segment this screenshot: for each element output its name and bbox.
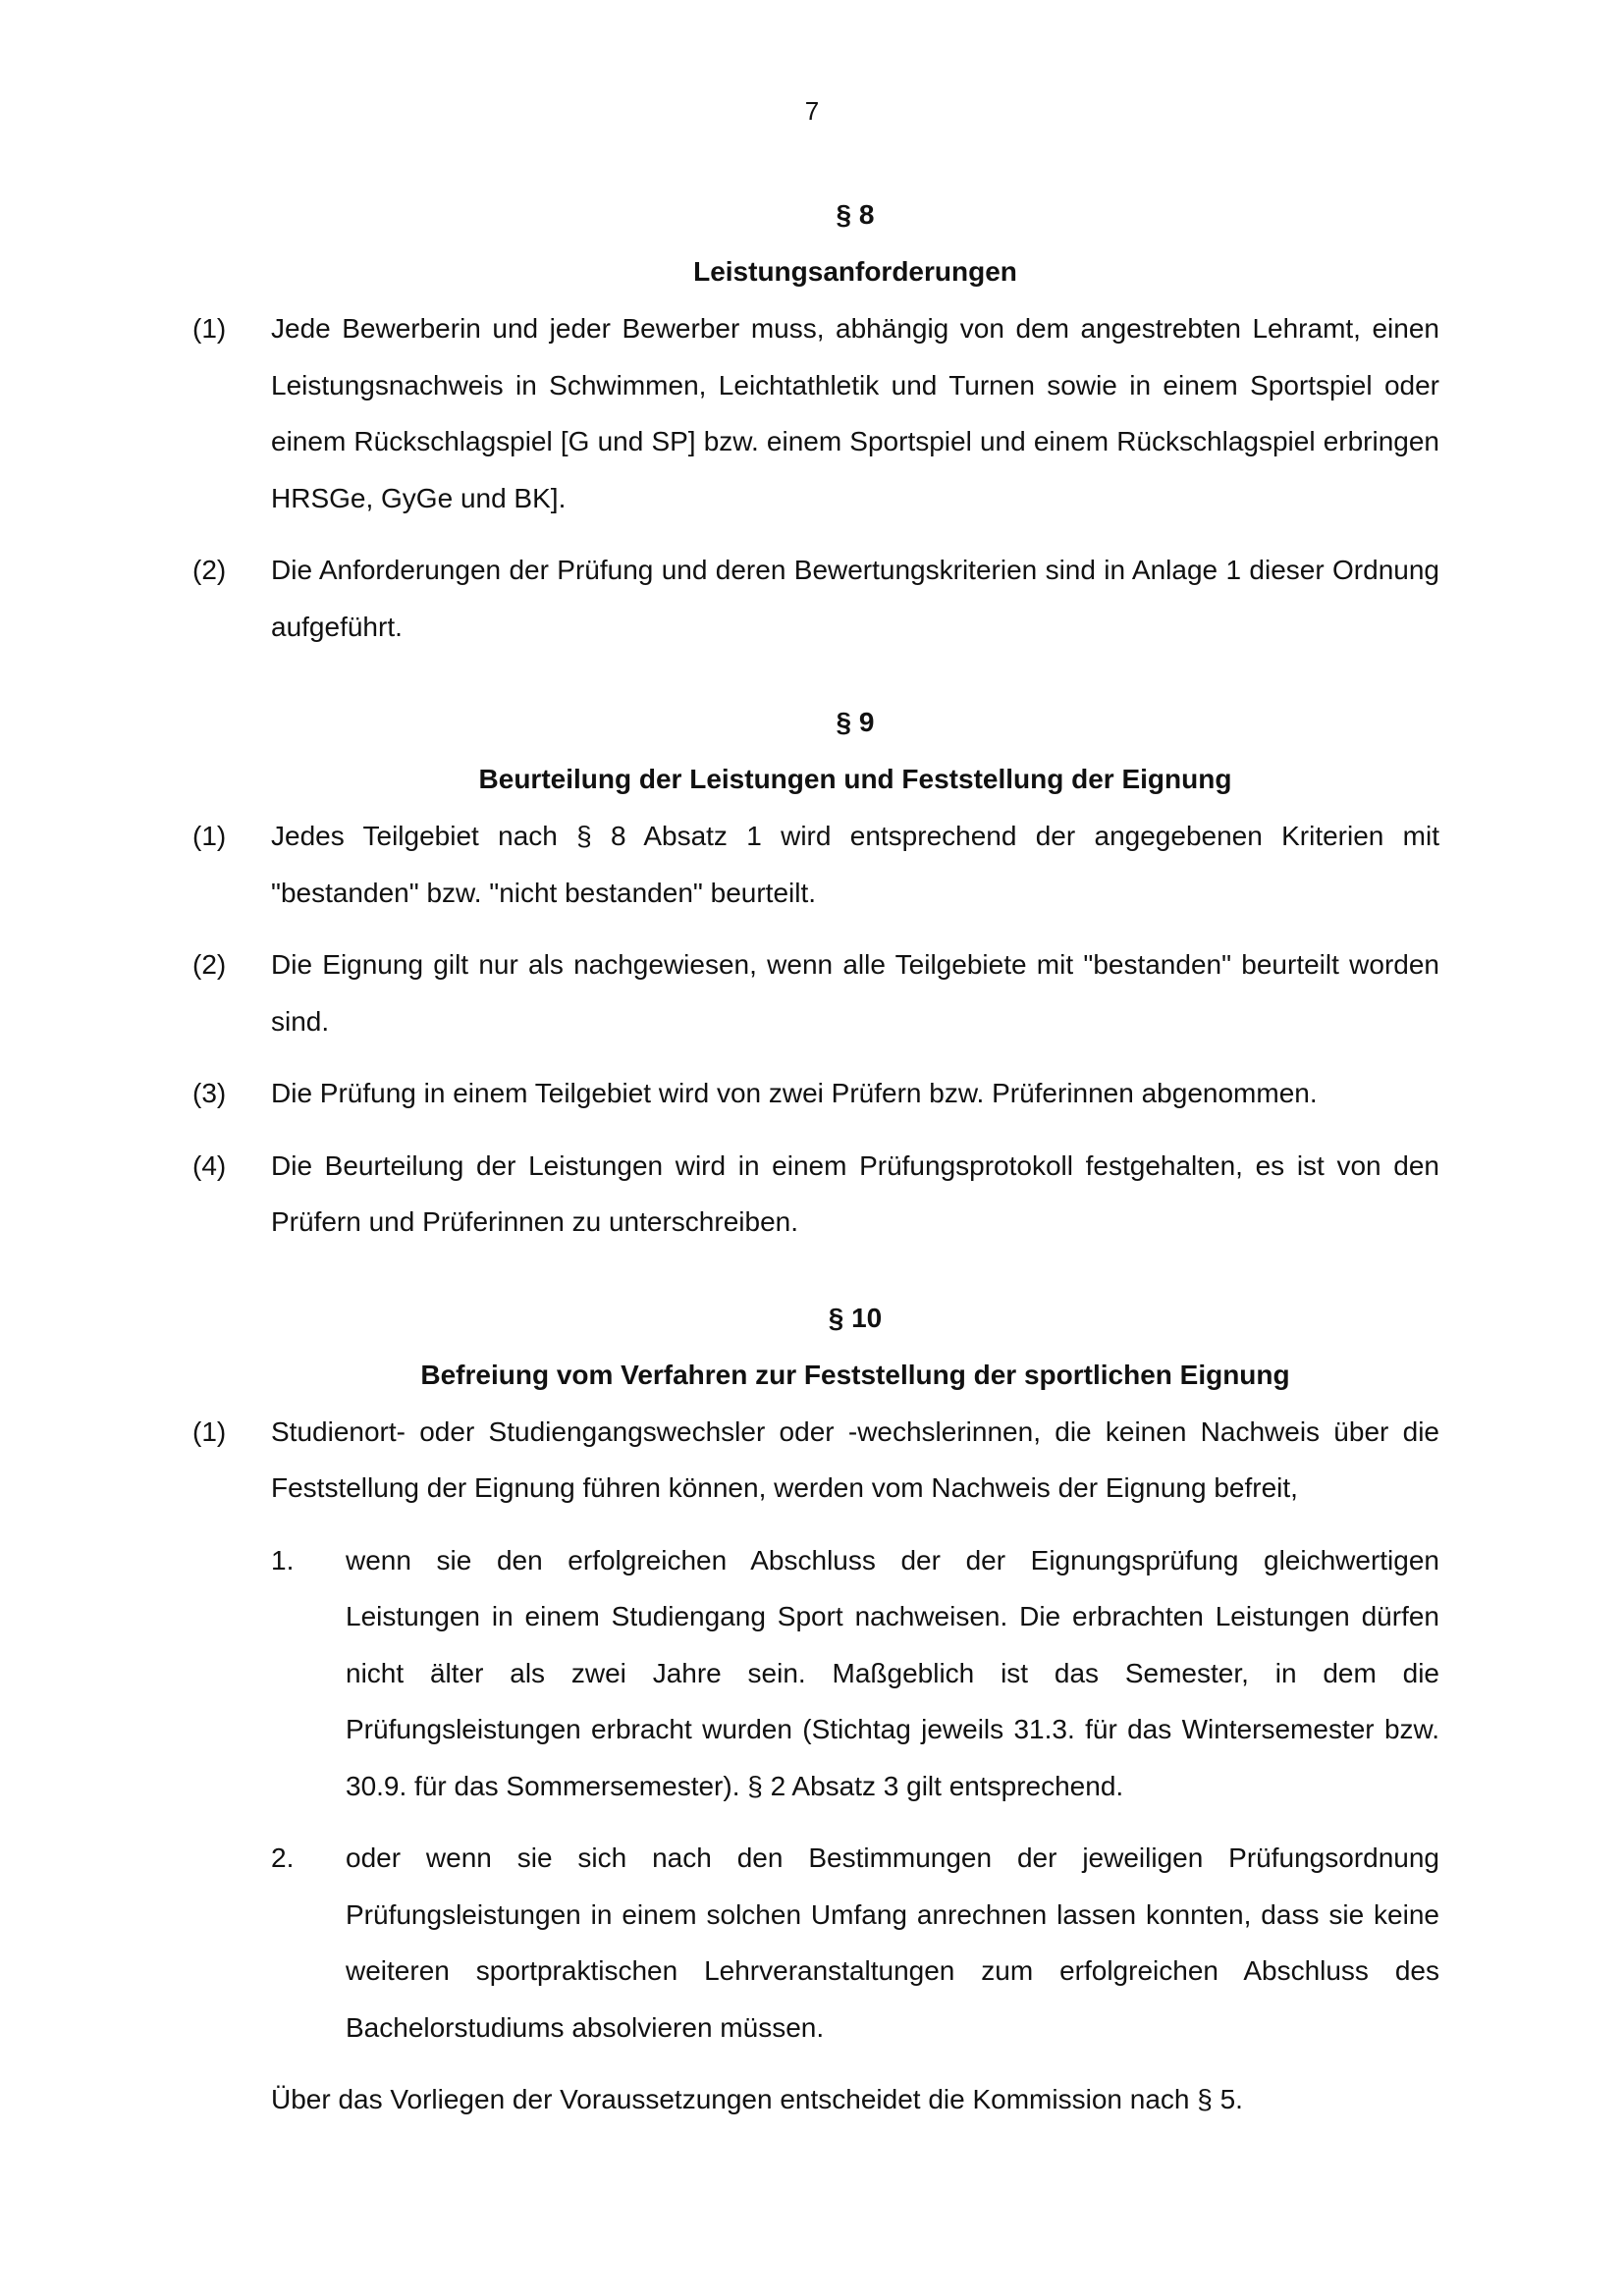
paragraph <box>192 542 1439 655</box>
list-item-text: oder wenn sie sich nach den Bestimmungen der jeweiligen Prüfungsordnung Prüfungsleistungen in einem solchen Umfang anrechnen lassen konnten, dass sie keine weiteren sportpraktischen Lehrveranstaltungen zum erfolgreichen Abschluss des Bachelorstudiums absolvieren müssen. <box>346 1842 1439 2043</box>
paragraph-text: Die Anforderungen der Prüfung und deren Bewertungskriterien sind in Anlage 1 dieser Ordnung aufgeführt. <box>271 555 1439 642</box>
paragraph <box>192 808 1439 921</box>
list-item <box>271 1830 1439 2056</box>
paragraph-number: (4) <box>192 1149 227 1181</box>
paragraph-number: (2) <box>192 949 227 980</box>
paragraph-text: Die Eignung gilt nur als nachgewiesen, wenn alle Teilgebiete mit "bestanden" beurteilt worden sind. <box>271 949 1439 1037</box>
section-title: Beurteilung der Leistungen und Feststellung der Eignung <box>478 764 1232 794</box>
list-item-text: wenn sie den erfolgreichen Abschluss der der Eignungsprüfung gleichwertigen Leistungen in einem Studiengang Sport nachweisen. Die erbrachten Leistungen dürfen nicht älter als zwei Jahre sein. Maßgeblich ist das Semester, in dem die Prüfungsleistungen erbracht wurden (Stichtag jeweils 31.3. für das Wintersemester bzw. 30.9. für das Sommersemester). § 2 Absatz 3 gilt entsprechend. <box>346 1544 1439 1801</box>
paragraph-number: (1) <box>192 1415 227 1447</box>
closing-statement: Über das Vorliegen der Voraussetzungen entscheidet die Kommission nach § 5. <box>271 2084 1243 2114</box>
list-item-number: 2. <box>271 1842 295 1873</box>
section-number: § 8 <box>836 199 875 230</box>
section-10 <box>192 1290 1439 2128</box>
section-8 <box>192 187 1439 655</box>
paragraph <box>192 1065 1439 1122</box>
paragraph-text: Die Beurteilung der Leistungen wird in einem Prüfungsprotokoll festgehalten, es ist von den Prüfern und Prüferinnen zu unterschreiben. <box>271 1149 1439 1237</box>
paragraph <box>192 936 1439 1049</box>
section-title: Leistungsanforderungen <box>693 256 1017 287</box>
paragraph-number: (1) <box>192 313 227 344</box>
paragraph <box>192 300 1439 526</box>
section-title: Befreiung vom Verfahren zur Feststellung der sportlichen Eignung <box>420 1359 1290 1390</box>
list-item <box>271 1532 1439 1815</box>
list-item-number: 1. <box>271 1544 295 1575</box>
section-9 <box>192 694 1439 1251</box>
paragraph <box>192 1138 1439 1251</box>
document-body <box>192 187 1439 2167</box>
paragraph-text: Jedes Teilgebiet nach § 8 Absatz 1 wird entsprechend der angegebenen Kriterien mit "bestanden" bzw. "nicht bestanden" beurteilt. <box>271 821 1439 908</box>
paragraph-number: (3) <box>192 1078 227 1108</box>
page-number: 7 <box>804 96 820 126</box>
paragraph-text: Jede Bewerberin und jeder Bewerber muss, abhängig von dem angestrebten Lehramt, einen Leistungsnachweis in Schwimmen, Leichtathletik und Turnen sowie in einem Sportspiel oder einem Rückschlagspiel [G und SP] bzw. einem Sportspiel und einem Rückschlagspiel erbringen HRSGe, GyGe und BK]. <box>271 313 1439 513</box>
paragraph-text: Studienort- oder Studiengangswechsler oder -wechslerinnen, die keinen Nachweis über die Feststellung der Eignung führen können, werden vom Nachweis der Eignung befreit, <box>271 1415 1439 1503</box>
paragraph-text: Die Prüfung in einem Teilgebiet wird von zwei Prüfern bzw. Prüferinnen abgenommen. <box>271 1078 1318 1108</box>
section-number: § 10 <box>828 1302 883 1333</box>
section-number: § 9 <box>836 707 875 737</box>
paragraph-number: (1) <box>192 821 227 851</box>
paragraph <box>192 1404 1439 1517</box>
paragraph-number: (2) <box>192 555 227 585</box>
